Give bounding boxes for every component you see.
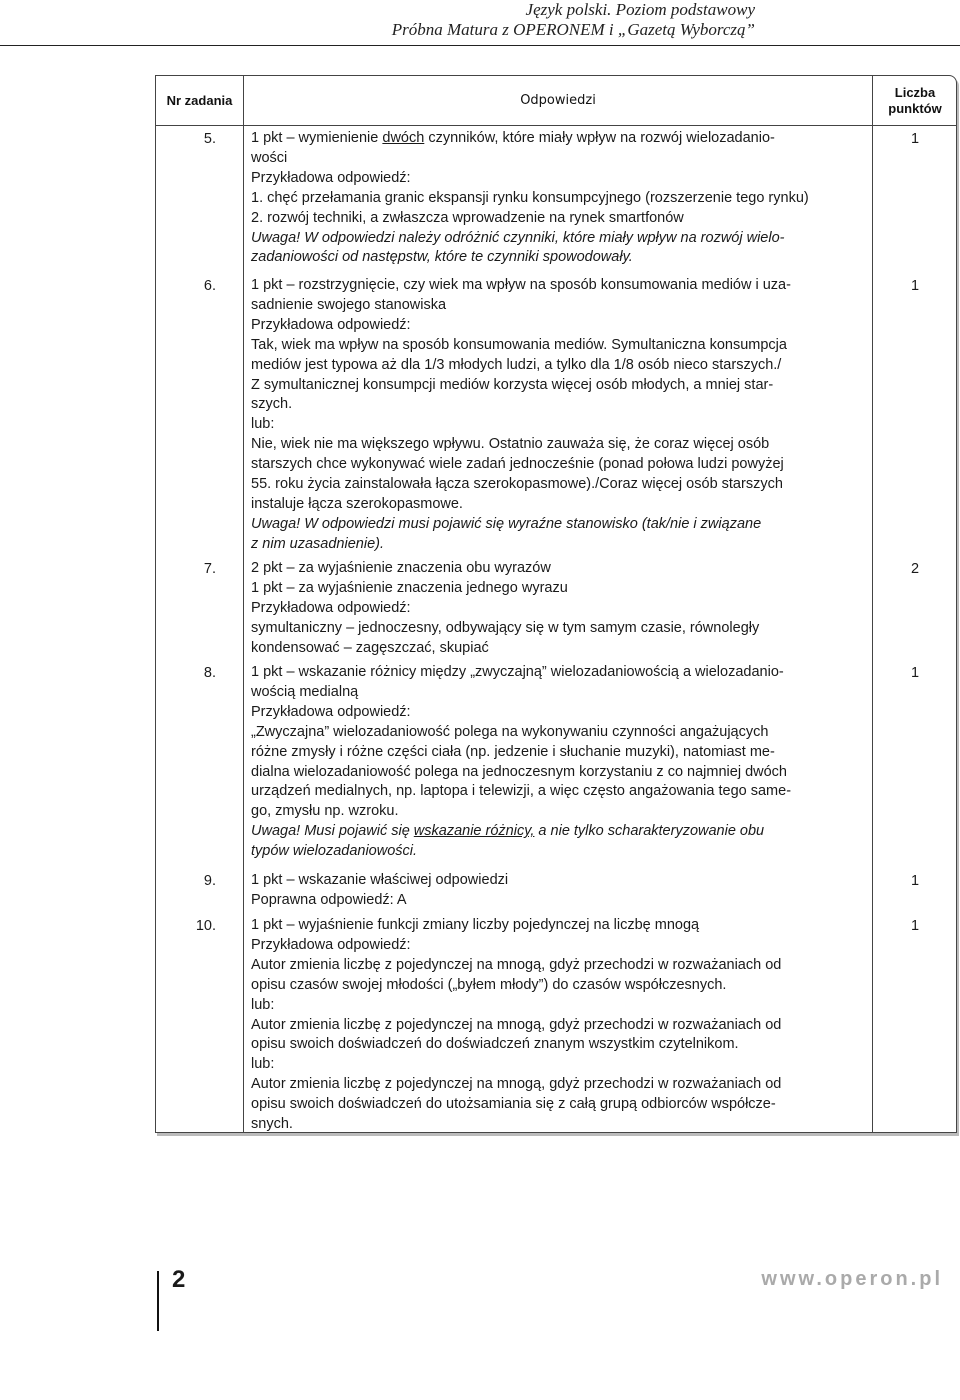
answer-text	[251, 871, 863, 911]
column-header-answers: Odpowiedzi	[520, 92, 596, 108]
task-number: 9.	[203, 873, 216, 889]
answer-label: Przykładowa odpowiedź:	[251, 599, 411, 616]
answer-line: starszych chce wykonywać wiele zadań jednocześnie (ponad połowa ludzi powyżej	[251, 456, 784, 473]
answer-line: szych.	[251, 396, 293, 413]
points-value: 2	[910, 561, 920, 577]
answer-line: opisu swoich doświadczeń do utożsamiania się z całą grupą odbiorców współcze-	[251, 1096, 776, 1113]
answer-line: urządzeń medialnych, np. laptopa i telewizji, a więc często angażowania tego same-	[251, 783, 792, 800]
answer-line: 1 pkt – wskazanie właściwej odpowiedzi	[251, 872, 509, 888]
answer-line: Z symultanicznej konsumpcji mediów korzysta więcej osób młodych, a mniej star-	[251, 376, 774, 393]
task-number: 7.	[203, 561, 216, 577]
answer-line: opisu czasów swojej młodości („byłem młody”) do czasów współczesnych.	[251, 976, 727, 993]
answer-text	[251, 663, 863, 862]
answer-line: Tak, wiek ma wpływ na sposób konsumowania mediów. Symultaniczna konsumpcja	[251, 336, 787, 353]
answer-line: symultaniczny – jednoczesny, odbywający się w tym samym czasie, równoległy	[251, 619, 760, 636]
answer-line: 55. roku życia zainstalowała łącza szerokopasmowe)./Coraz więcej osób starszych	[251, 476, 783, 493]
table-header	[156, 76, 956, 126]
answer-line: 2. rozwój techniki, a zwłaszcza wprowadzenie na rynek smartfonów	[251, 209, 684, 226]
answer-label: Przykładowa odpowiedź:	[251, 936, 411, 953]
publisher-url[interactable]: www.operon.pl	[761, 1268, 943, 1290]
answer-line: dialna wielozadaniowość polega na jednoczesnym korzystaniu z co najmniej dwóch	[251, 763, 787, 780]
answer-line: „Zwyczajna” wielozadaniowość polega na wykonywaniu czynności angażujących	[251, 723, 769, 740]
points-value: 1	[910, 278, 920, 294]
answer-line: z nim uzasadnienie).	[251, 535, 384, 552]
answer-text	[251, 276, 863, 555]
header-subject: Język polski. Poziom podstawowy	[525, 0, 755, 19]
answer-line: instaluje łącza szerokopasmowe.	[251, 495, 463, 512]
answer-label: Poprawna odpowiedź: A	[251, 891, 407, 908]
answer-line: Autor zmienia liczbę z pojedynczej na mnogą, gdyż przechodzi w rozważaniach od	[251, 1016, 782, 1033]
column-header-task-number: Nr zadania	[166, 92, 233, 108]
answer-line: 1 pkt – wskazanie różnicy między „zwyczajną” wielozadaniowością a wielozadanio-	[251, 664, 784, 680]
answer-key-table	[155, 75, 957, 1133]
answer-line: 1 pkt – rozstrzygnięcie, czy wiek ma wpływ na sposób konsumowania mediów i uza-	[251, 277, 791, 293]
points-value: 1	[910, 665, 920, 681]
answer-line: lub:	[251, 1056, 275, 1073]
answer-line: sadnienie swojego stanowiska	[251, 296, 447, 313]
answer-line: zadaniowości od następstw, które te czynniki spowodowały.	[251, 249, 633, 266]
points-value: 1	[910, 131, 920, 147]
answer-label: Przykładowa odpowiedź:	[251, 703, 411, 720]
header-rule	[0, 45, 960, 46]
answer-line: Uwaga! W odpowiedzi musi pojawić się wyraźne stanowisko (tak/nie i związane	[251, 515, 762, 532]
answer-line: go, zmysłu np. wzroku.	[251, 803, 399, 820]
answer-line: lub:	[251, 996, 275, 1013]
task-number: 10.	[195, 918, 216, 934]
answer-line: kondensować – zagęszczać, skupiać	[251, 639, 489, 656]
answer-line: mediów jest typowa aż dla 1/3 młodych ludzi, a tylko dla 1/8 osób nieco starszych./	[251, 356, 782, 373]
answer-line: Autor zmienia liczbę z pojedynczej na mnogą, gdyż przechodzi w rozważaniach od	[251, 1076, 782, 1093]
points-value: 1	[910, 873, 920, 889]
answer-line: Autor zmienia liczbę z pojedynczej na mnogą, gdyż przechodzi w rozważaniach od	[251, 956, 782, 973]
task-number: 5.	[203, 131, 216, 147]
header-exam-title: Próbna Matura z OPERONEM i „Gazetą Wyborczą”	[391, 20, 755, 39]
answer-line: różne zmysły i różne części ciała (np. jedzenie i słuchanie muzyki), natomiast me-	[251, 743, 775, 760]
page-number: 2	[172, 1266, 186, 1293]
answer-line: opisu swoich doświadczeń do doświadczeń znanym wszystkim czytelnikom.	[251, 1036, 739, 1053]
answer-text	[251, 129, 863, 268]
column-divider	[243, 76, 244, 1132]
answer-line: 1 pkt – wyjaśnienie funkcji zmiany liczby pojedynczej na liczbę mnogą	[251, 917, 700, 933]
footer-bar	[157, 1271, 159, 1331]
answer-line: 2 pkt – za wyjaśnienie znaczenia obu wyrazów	[251, 560, 551, 576]
answer-line: lub:	[251, 416, 275, 433]
answer-line: Uwaga! Musi pojawić się wskazanie różnicy, a nie tylko scharakteryzowanie obu	[251, 823, 765, 840]
answer-text	[251, 916, 863, 1135]
answer-text	[251, 559, 863, 659]
answer-line: 1 pkt – wymienienie dwóch czynników, które miały wpływ na rozwój wielozadanio-	[251, 130, 775, 146]
answer-label: Przykładowa odpowiedź:	[251, 169, 411, 186]
task-number: 6.	[203, 278, 216, 294]
points-value: 1	[910, 918, 920, 934]
answer-line: Uwaga! W odpowiedzi należy odróżnić czynniki, które miały wpływ na rozwój wielo-	[251, 229, 785, 246]
answer-line: Nie, wiek nie ma większego wpływu. Ostatnio zauważa się, że coraz więcej osób	[251, 436, 770, 453]
answer-line: 1 pkt – za wyjaśnienie znaczenia jednego wyrazu	[251, 579, 568, 596]
answer-line: wości	[251, 149, 288, 166]
underlined-text: dwóch	[382, 130, 425, 146]
page-header	[392, 0, 755, 40]
task-number: 8.	[203, 665, 216, 681]
column-header-points: Liczba punktów	[888, 84, 942, 116]
answer-line: 1. chęć przełamania granic ekspansji rynku konsumpcyjnego (rozszerzenie tego rynku)	[251, 189, 809, 206]
answer-line: typów wielozadaniowości.	[251, 843, 418, 860]
answer-line: snych.	[251, 1116, 293, 1133]
column-divider	[872, 76, 873, 1132]
answer-line: wością medialną	[251, 683, 359, 700]
underlined-text: wskazanie różnicy,	[413, 823, 535, 840]
answer-label: Przykładowa odpowiedź:	[251, 316, 411, 333]
